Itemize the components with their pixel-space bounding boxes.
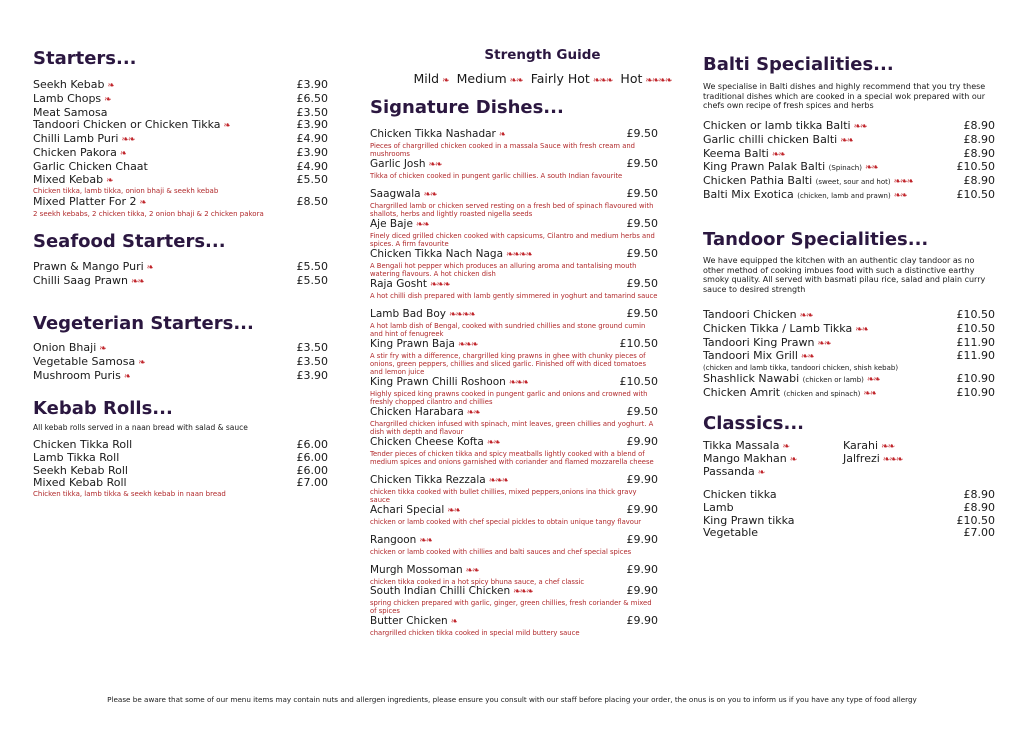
item-description: Chargrilled lamb or chicken served resting on a fresh bed of spinach flavoured with shallots, herbs and lightly roasted nigella seeds [370, 201, 654, 218]
tandoor-specialities-title: Tandoor Specialities... [703, 229, 929, 250]
menu-item: Chicken Tikka Nashadar ❧ £9.50 Pieces of chargrilled chicken cooked in a massala Sauce with fresh cream and mushrooms [370, 127, 658, 158]
menu-item: Mushroom Puris ❧ £3.90 [33, 368, 328, 382]
chili-icon: ❧❧ [799, 311, 813, 321]
item-description: chicken tikka cooked with bullet chillies, mixed peppers,onions ina thick gravy sauce [370, 487, 637, 504]
item-description: A Bengali hot pepper which produces an alluring aroma and tantalising mouth watering flavours. A hot chicken dish [370, 261, 637, 278]
menu-item: Chicken Tikka Nach Naga ❧❧❧❧ £9.50 A Bengali hot pepper which produces an alluring aroma and tantalising mouth watering flavours. A hot chicken dish [370, 247, 658, 278]
item-description: Chicken tikka, lamb tikka, onion bhaji & seekh kebab [33, 187, 219, 196]
strength-hot: Hot ❧❧❧❧ [620, 71, 672, 86]
chili-icon: ❧❧ [428, 160, 442, 170]
menu-item: Chicken Pathia Balti (sweet, sour and hot) ❧❧❧ £8.90 [703, 174, 995, 188]
menu-item: Lamb Bad Boy ❧❧❧❧ £9.50 A hot lamb dish of Bengal, cooked with sundried chillies and stone ground cumin and hint of fenugreek [370, 307, 658, 338]
item-price: £9.90 [626, 563, 658, 576]
chili-icon: ❧❧❧ [592, 76, 613, 86]
item-description: Chicken tikka, lamb tikka & seekh kebab in naan bread [33, 490, 226, 499]
chili-icon: ❧❧❧❧ [449, 310, 476, 320]
classic-style-item: Mango Makhan ❧ [703, 452, 797, 465]
item-price: £10.90 [956, 372, 995, 386]
chili-icon: ❧ [119, 148, 127, 159]
item-description: Tikka of chicken cooked in pungent garlic chillies. A south Indian favourite [370, 171, 623, 180]
item-price: £6.50 [296, 91, 328, 105]
item-description: Tender pieces of chicken tikka and spicy meatballs lightly cooked with a blend of medium spices and onions garnished with coriander and flamed mozzarella cheese [370, 449, 654, 466]
kebab-rolls-note: All kebab rolls served in a naan bread with salad & sauce [33, 423, 248, 432]
chili-icon: ❧❧ [855, 324, 869, 335]
menu-item: Chicken Harabara ❧❧ £9.50 Chargrilled chicken infused with spinach, mint leaves, green chillies and yoghurt. A dish with depth and flavour [370, 405, 658, 436]
menu-item: Vegetable Samosa ❧ £3.50 [33, 354, 328, 368]
menu-item: Aje Baje ❧❧ £9.50 Finely diced grilled chicken cooked with capsicums, Cilantro and medium herbs and spices. A firm favourite [370, 217, 658, 248]
menu-item: King Prawn Baja ❧❧❧ £10.50 A stir fry with a difference, chargrilled king prawns in ghee with chunky pieces of onions, green peppers, chillies and sliced garlic. Finished off with diced tomatoes and lemon juice [370, 337, 658, 376]
menu-item: Chilli Saag Prawn ❧❧ £5.50 [33, 273, 328, 287]
menu-item: Tandoori Chicken ❧❧ £10.50 [703, 308, 995, 321]
menu-item: Seekh Kebab ❧ £3.90 [33, 78, 328, 91]
chili-icon: ❧❧ [465, 566, 479, 576]
chili-icon: ❧ [146, 263, 154, 273]
item-price: £9.90 [626, 473, 658, 486]
menu-item: Tandoori King Prawn ❧❧ £11.90 [703, 335, 995, 349]
menu-item: Raja Gosht ❧❧❧ £9.50 A hot chilli dish prepared with lamb gently simmered in yoghurt and tamarind sauce [370, 277, 658, 300]
seafood-list [33, 261, 328, 289]
chili-icon: ❧❧❧❧ [506, 250, 533, 260]
item-price: £8.90 [963, 132, 995, 146]
menu-item: Garlic chilli chicken Balti ❧❧ £8.90 [703, 132, 995, 146]
item-price: £8.90 [963, 174, 995, 188]
menu-item: Chicken Amrit (chicken and spinach) ❧❧ £10.90 [703, 385, 995, 399]
chili-icon: ❧ [789, 455, 797, 465]
item-price: £5.50 [296, 273, 328, 287]
item-price: £3.90 [296, 145, 328, 159]
strength-guide [370, 47, 715, 86]
menu-item: Chilli Lamb Puri ❧❧ £4.90 [33, 132, 328, 146]
chili-icon: ❧ [223, 121, 231, 132]
item-price: £8.90 [963, 500, 995, 514]
tandoor-intro: We have equipped the kitchen with an authentic clay tandoor as no other method of cooking imbues food with such a distinctive earthy smoky quality. All served with basmati pilau rice, salad and plain curry sauce to desired strength [703, 256, 986, 294]
seafood-starters-title: Seafood Starters... [33, 231, 226, 252]
item-description: A hot lamb dish of Bengal, cooked with sundried chillies and stone ground cumin and hint of fenugreek [370, 321, 646, 338]
item-price: £10.50 [619, 375, 658, 388]
item-price: £5.50 [296, 260, 328, 273]
item-description: Pieces of chargrilled chicken cooked in a massala Sauce with fresh cream and mushrooms [370, 141, 635, 158]
balti-intro: We specialise in Balti dishes and highly recommend that you try these traditional dishes which are cooked in a special wok prepared with our chefs own recipe of fresh spices and herbs [703, 82, 986, 111]
classics-prices [703, 489, 995, 540]
menu-item: King Prawn tikka £10.50 [703, 513, 995, 527]
item-price: £8.90 [963, 146, 995, 160]
classic-style-item: Passanda ❧ [703, 465, 765, 478]
item-price: £10.50 [956, 321, 995, 335]
starters-title: Starters... [33, 48, 137, 69]
chili-icon: ❧ [107, 81, 115, 91]
menu-item: Seekh Kebab Roll £6.00 [33, 463, 328, 477]
item-price: £8.50 [296, 194, 328, 208]
menu-item: Prawn & Mango Puri ❧ £5.50 [33, 260, 328, 273]
item-price: £9.90 [626, 435, 658, 448]
item-price: £4.90 [296, 159, 328, 173]
item-price: £8.90 [963, 119, 995, 132]
item-note: (chicken and spinach) [783, 389, 861, 398]
strength-levels [370, 71, 715, 86]
item-price: £7.00 [296, 476, 328, 490]
menu-item: South Indian Chilli Chicken ❧❧❧ £9.90 spring chicken prepared with garlic, ginger, green chillies, fresh coriander & mixed of spices [370, 584, 658, 615]
chili-icon: ❧❧❧ [488, 476, 509, 486]
item-price: £3.90 [296, 78, 328, 91]
menu-item: Achari Special ❧❧ £9.90 chicken or lamb cooked with chef special pickles to obtain unique tangy flavour [370, 503, 658, 526]
menu-item: Rangoon ❧❧ £9.90 chicken or lamb cooked with chillies and balti sauces and chef special spices [370, 533, 658, 556]
chili-icon: ❧❧ [466, 408, 480, 418]
menu-item: Lamb Chops ❧ £6.50 [33, 91, 328, 105]
chili-icon: ❧ [442, 76, 449, 86]
item-price: £3.50 [296, 354, 328, 368]
menu-item: Chicken Tikka Roll £6.00 [33, 438, 328, 451]
chili-icon: ❧❧ [800, 352, 814, 363]
item-price: £10.50 [956, 187, 995, 201]
chili-icon: ❧❧ [415, 220, 430, 230]
chili-icon: ❧❧ [121, 135, 135, 146]
vegeterian-list [33, 342, 328, 383]
item-description: (chicken and lamb tikka, tandoori chicken, shish kebab) [703, 364, 899, 373]
chili-icon: ❧❧❧ [882, 455, 903, 465]
chili-icon: ❧❧ [419, 536, 433, 546]
chili-icon: ❧❧ [771, 149, 785, 160]
item-description: spring chicken prepared with garlic, ginger, green chillies, fresh coriander & mixed of spices [370, 598, 652, 615]
menu-item: Lamb £8.90 [703, 500, 995, 514]
item-price: £6.00 [296, 438, 328, 451]
menu-item: Butter Chicken ❧ £9.90 chargrilled chicken tikka cooked in special mild buttery sauce [370, 614, 658, 637]
chili-icon: ❧❧ [893, 190, 907, 201]
item-price: £10.50 [956, 513, 995, 527]
item-price: £9.90 [626, 614, 658, 627]
item-price: £4.90 [296, 132, 328, 146]
item-price: £9.50 [626, 247, 658, 260]
chili-icon: ❧❧ [486, 438, 500, 448]
menu-item: Tandoori Mix Grill ❧❧ £11.90 (chicken and lamb tikka, tandoori chicken, shish kebab) [703, 349, 995, 373]
chili-icon: ❧❧ [817, 338, 831, 349]
chili-icon: ❧❧❧ [513, 587, 533, 597]
item-price: £9.90 [626, 584, 658, 597]
menu-item: Chicken Tikka / Lamb Tikka ❧❧ £10.50 [703, 321, 995, 335]
item-price: £3.90 [296, 368, 328, 382]
menu-item: Garlic Chicken Chaat £4.90 [33, 159, 328, 173]
chili-icon: ❧❧ [864, 163, 879, 174]
kebab-rolls-title: Kebab Rolls... [33, 398, 173, 419]
item-price: £10.50 [619, 337, 658, 350]
chili-icon: ❧ [138, 357, 145, 368]
menu-item: Balti Mix Exotica (chicken, lamb and prawn) ❧❧ £10.50 [703, 187, 995, 201]
item-note: (Spinach) [828, 164, 862, 173]
classic-style-item: Jalfrezi ❧❧❧ [843, 452, 903, 465]
chili-icon: ❧❧❧ [457, 340, 478, 350]
chili-icon: ❧ [106, 175, 113, 186]
menu-item: Saagwala ❧❧ £9.50 Chargrilled lamb or chicken served resting on a fresh bed of spinach flavoured with shallots, herbs and lightly roasted nigella seeds [370, 187, 658, 218]
chili-icon: ❧❧❧❧ [645, 76, 672, 86]
item-price: £9.90 [626, 503, 658, 516]
chili-icon: ❧❧❧ [893, 177, 914, 188]
menu-item: Murgh Mossoman ❧❧ £9.90 chicken tikka cooked in a hot spicy bhuna sauce, a chef classic [370, 563, 658, 586]
item-description: chargrilled chicken tikka cooked in special mild buttery sauce [370, 628, 580, 637]
menu-item: King Prawn Chilli Roshoon ❧❧❧ £10.50 Highly spiced king prawns cooked in pungent garlic and onions and crowned with freshly chopped cilantro and chillies [370, 375, 658, 406]
chili-icon: ❧ [498, 130, 506, 140]
item-description: Chargrilled chicken infused with spinach, mint leaves, green chillies and yoghurt. A dish with depth and flavour [370, 419, 654, 436]
chili-icon: ❧ [782, 442, 789, 452]
item-note: (chicken or lamb) [802, 376, 864, 385]
chili-icon: ❧❧ [447, 506, 461, 516]
item-description: A hot chilli dish prepared with lamb gently simmered in yoghurt and tamarind sauce [370, 291, 658, 300]
menu-item: Mixed Kebab Roll £7.00 Chicken tikka, lamb tikka & seekh kebab in naan bread [33, 476, 328, 499]
menu-item: Chicken tikka £8.90 [703, 488, 995, 501]
menu-item: Tandoori Chicken or Chicken Tikka ❧ £3.90 [33, 118, 328, 132]
item-price: £3.90 [296, 118, 328, 132]
menu-item: Keema Balti ❧❧ £8.90 [703, 146, 995, 160]
menu-item: Vegetable £7.00 [703, 526, 995, 540]
starters-list [33, 79, 328, 218]
chili-icon: ❧❧❧ [508, 378, 529, 388]
strength-mild: Mild ❧ [413, 71, 449, 86]
item-price: £10.50 [956, 160, 995, 174]
item-description: chicken tikka cooked in a hot spicy bhuna sauce, a chef classic [370, 577, 585, 586]
item-price: £9.50 [626, 277, 658, 290]
item-price: £9.50 [626, 127, 658, 140]
menu-item: Chicken Tikka Rezzala ❧❧❧ £9.90 chicken tikka cooked with bullet chillies, mixed peppers,onions ina thick gravy sauce [370, 473, 658, 504]
menu-item: Shashlick Nawabi (chicken or lamb) ❧❧ £10.90 [703, 372, 995, 386]
kebab-rolls-list [33, 439, 328, 499]
tandoor-list [703, 309, 995, 401]
menu-item: Chicken Cheese Kofta ❧❧ £9.90 Tender pieces of chicken tikka and spicy meatballs lightly cooked with a blend of medium spices and onions garnished with coriander and flamed mozzarella cheese [370, 435, 658, 466]
chili-icon: ❧❧ [509, 76, 523, 86]
item-price: £9.50 [626, 405, 658, 418]
signature-list [370, 128, 658, 636]
chili-icon: ❧ [450, 617, 458, 627]
chili-icon: ❧❧ [881, 442, 895, 452]
item-price: £9.50 [626, 217, 658, 230]
item-description: A stir fry with a difference, chargrilled king prawns in ghee with chunky pieces of onions, green peppers, chillies and sliced garlic. Finished off with diced tomatoes and lemon juice [370, 351, 647, 376]
item-price: £6.00 [296, 450, 328, 464]
allergy-footer: Please be aware that some of our menu items may contain nuts and allergen ingredients, please ensure you consult with our staff before placing your order, the onus is on you to inform us if you have any type of food allergy [107, 695, 917, 704]
chili-icon: ❧❧ [866, 375, 880, 386]
strength-fairly-hot: Fairly Hot ❧❧❧ [530, 71, 613, 86]
chili-icon: ❧❧ [840, 135, 854, 146]
menu-item: Lamb Tikka Roll £6.00 [33, 450, 328, 464]
item-description: 2 seekh kebabs, 2 chicken tikka, 2 onion bhaji & 2 chicken pakora [33, 209, 264, 218]
menu-item: Mixed Kebab ❧ £5.50 Chicken tikka, lamb tikka, onion bhaji & seekh kebab [33, 172, 328, 196]
item-description: chicken or lamb cooked with chillies and balti sauces and chef special spices [370, 547, 632, 556]
menu-item: Onion Bhaji ❧ £3.50 [33, 341, 328, 354]
chili-icon: ❧ [104, 94, 111, 105]
chili-icon: ❧❧ [853, 122, 867, 132]
strength-medium: Medium ❧❧ [456, 71, 523, 86]
signature-dishes-title: Signature Dishes... [370, 97, 564, 118]
item-price: £6.00 [296, 463, 328, 477]
item-price: £10.90 [956, 385, 995, 399]
menu-item: Garlic Josh ❧❧ £9.50 Tikka of chicken cooked in pungent garlic chillies. A south Indian favourite [370, 157, 658, 180]
balti-specialities-title: Balti Specialities... [703, 54, 894, 75]
chili-icon: ❧ [99, 344, 106, 354]
chili-icon: ❧❧ [131, 276, 145, 287]
item-price: £10.50 [956, 308, 995, 321]
item-price: £9.50 [626, 307, 658, 320]
item-price: £9.50 [626, 187, 658, 200]
item-note: (chicken, lamb and prawn) [797, 191, 891, 200]
classic-style-item: Karahi ❧❧ [843, 439, 895, 452]
item-price: £9.90 [626, 533, 658, 546]
menu-item: Mixed Platter For 2 ❧ £8.50 2 seekh kebabs, 2 chicken tikka, 2 onion bhaji & 2 chicken pakora [33, 194, 328, 218]
menu-item: Chicken or lamb tikka Balti ❧❧ £8.90 [703, 119, 995, 132]
item-price: £11.90 [956, 335, 995, 349]
chili-icon: ❧ [139, 197, 147, 208]
chili-icon: ❧❧ [423, 190, 437, 200]
item-price: £5.50 [296, 172, 328, 186]
item-price: £7.00 [963, 526, 995, 540]
chili-icon: ❧ [123, 371, 131, 382]
menu-item: Meat Samosa £3.50 [33, 105, 328, 119]
item-price: £9.50 [626, 157, 658, 170]
item-note: (sweet, sour and hot) [815, 178, 891, 187]
menu-item: King Prawn Palak Balti (Spinach) ❧❧ £10.50 [703, 160, 995, 174]
chili-icon: ❧❧ [863, 388, 877, 399]
menu-item: Chicken Pakora ❧ £3.90 [33, 145, 328, 159]
classics-title: Classics... [703, 413, 805, 434]
item-description: Finely diced grilled chicken cooked with capsicums, Cilantro and medium herbs and spices. A firm favourite [370, 231, 655, 248]
vegeterian-starters-title: Vegeterian Starters... [33, 313, 254, 334]
strength-guide-title: Strength Guide [484, 47, 601, 63]
balti-list [703, 120, 995, 203]
item-price: £3.50 [296, 341, 328, 354]
chili-icon: ❧❧❧ [430, 280, 450, 290]
item-description: chicken or lamb cooked with chef special pickles to obtain unique tangy flavour [370, 517, 642, 526]
item-description: Highly spiced king prawns cooked in pungent garlic and onions and crowned with freshly chopped cilantro and chillies [370, 389, 648, 406]
item-price: £11.90 [956, 349, 995, 363]
classic-style-item: Tikka Massala ❧ [703, 439, 789, 452]
chili-icon: ❧ [757, 468, 765, 478]
item-price: £8.90 [963, 488, 995, 501]
item-price: £3.50 [296, 105, 328, 119]
